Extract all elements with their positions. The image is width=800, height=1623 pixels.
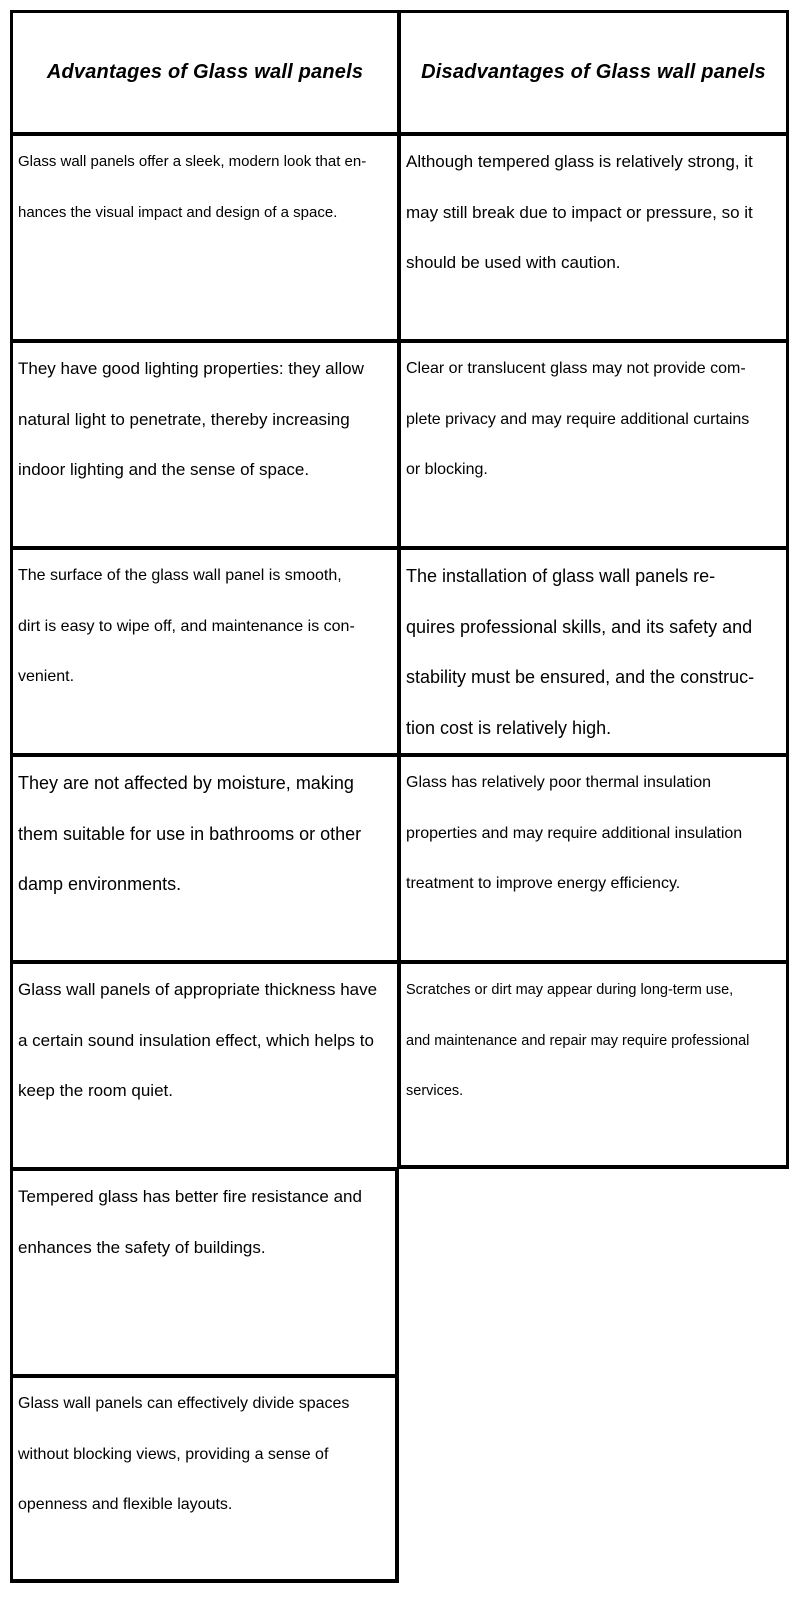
table-row <box>10 1169 789 1376</box>
text-line: Clear or translucent glass may not provide com- <box>406 360 746 377</box>
text-line: treatment to improve energy efficiency. <box>406 875 681 892</box>
text-line: venient. <box>18 668 75 685</box>
advantage-cell-7 <box>10 1376 399 1583</box>
advantage-cell-3 <box>10 548 399 755</box>
table-row <box>10 755 789 962</box>
text-line: Glass wall panels can effectively divide spaces <box>18 1395 350 1412</box>
advantage-cell-5 <box>10 962 399 1169</box>
table-row <box>10 962 789 1169</box>
text-line: Glass has relatively poor thermal insulation <box>406 774 712 791</box>
disadvantage-cell-1 <box>399 134 789 341</box>
disadvantage-cell-5 <box>399 962 789 1169</box>
table-row <box>10 341 789 548</box>
advantage-cell-6 <box>10 1169 399 1376</box>
advantage-cell-2 <box>10 341 399 548</box>
text-line: dirt is easy to wipe off, and maintenance is con- <box>18 617 355 635</box>
text-line: or blocking. <box>406 461 488 478</box>
text-line: openness and flexible layouts. <box>18 1496 233 1513</box>
table-row <box>10 1376 789 1583</box>
text-line: and maintenance and repair may require professional <box>406 1032 750 1049</box>
text-line: plete privacy and may require additional curtains <box>406 410 750 428</box>
disadvantage-cell-2 <box>399 341 789 548</box>
text-line: damp environments. <box>18 874 182 894</box>
text-line: may still break due to impact or pressure, so it <box>406 202 753 222</box>
disadvantage-cell-4 <box>399 755 789 962</box>
text-line: a certain sound insulation effect, which helps to <box>18 1030 374 1050</box>
text-line: them suitable for use in bathrooms or other <box>18 823 362 844</box>
text-line: keep the room quiet. <box>18 1081 173 1100</box>
disadvantage-cell-3 <box>399 548 789 755</box>
text-line: Scratches or dirt may appear during long-term use, <box>406 982 734 998</box>
glass-wall-panels-comparison-table <box>10 10 789 1583</box>
text-line: enhances the safety of buildings. <box>18 1237 266 1257</box>
text-line: should be used with caution. <box>406 253 621 272</box>
text-line: The surface of the glass wall panel is smooth, <box>18 567 342 584</box>
text-line: without blocking views, providing a sense of <box>18 1445 329 1463</box>
text-line: indoor lighting and the sense of space. <box>18 460 310 479</box>
text-line: tion cost is relatively high. <box>406 717 612 738</box>
advantage-cell-4 <box>10 755 399 962</box>
table-row <box>10 548 789 755</box>
text-line: quires professional skills, and its safety and <box>406 616 753 637</box>
text-line: Glass wall panels offer a sleek, modern look that en- <box>18 153 367 170</box>
text-line: Although tempered glass is relatively strong, it <box>406 152 753 171</box>
text-line: They have good lighting properties: they allow <box>18 359 364 378</box>
text-line: properties and may require additional insulation <box>406 824 743 842</box>
table-row <box>10 134 789 341</box>
text-line: services. <box>406 1083 464 1099</box>
table-header-row <box>10 10 789 134</box>
text-line: Glass wall panels of appropriate thickness have <box>18 980 378 999</box>
header-cell-disadvantages: Disadvantages of Glass wall panels <box>399 10 789 134</box>
header-cell-advantages: Advantages of Glass wall panels <box>10 10 399 134</box>
text-line: natural light to penetrate, thereby increasing <box>18 409 350 429</box>
advantage-cell-1 <box>10 134 399 341</box>
text-line: The installation of glass wall panels re- <box>406 566 716 586</box>
text-line: stability must be ensured, and the construc- <box>406 667 755 687</box>
text-line: They are not affected by moisture, making <box>18 773 354 793</box>
text-line: hances the visual impact and design of a space. <box>18 203 338 221</box>
text-line: Tempered glass has better fire resistance and <box>18 1187 362 1206</box>
